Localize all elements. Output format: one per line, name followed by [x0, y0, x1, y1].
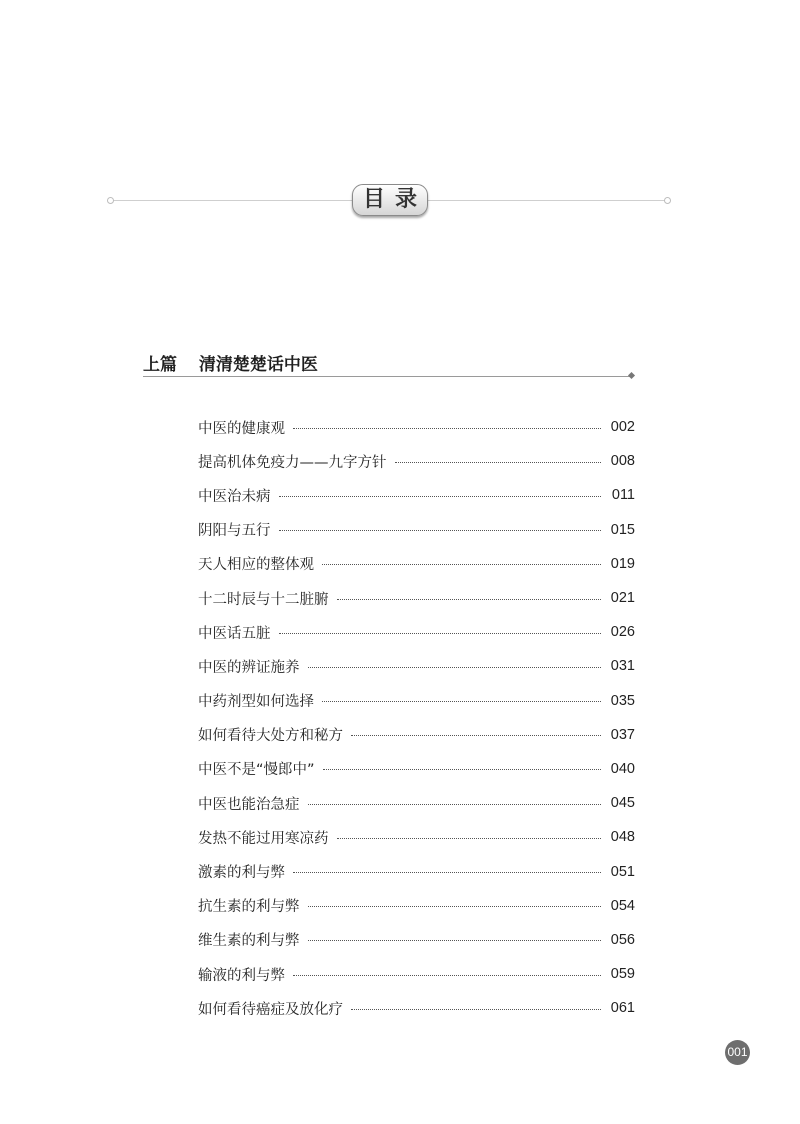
toc-entry-page: 056 [610, 931, 635, 948]
section-name: 清清楚楚话中医 [198, 355, 318, 375]
toc-entry-title: 如何看待大处方和秘方 [198, 728, 343, 745]
toc-entry-page: 054 [610, 897, 635, 914]
toc-entry[interactable] [198, 547, 635, 581]
dot-leader [322, 564, 601, 565]
toc-entry[interactable] [198, 718, 635, 752]
toc-entry-title: 提高机体免疫力——九字方针 [198, 454, 387, 471]
toc-entry-page: 021 [610, 590, 635, 607]
title-rule-right-dot [664, 197, 671, 204]
toc-entry-page: 045 [610, 795, 635, 812]
toc-list [198, 410, 635, 1025]
toc-entry-page: 040 [610, 760, 635, 777]
dot-leader [351, 1009, 601, 1010]
dot-leader [293, 872, 601, 873]
title-rule-left-dot [107, 197, 114, 204]
toc-entry[interactable] [198, 444, 635, 478]
toc-entry[interactable] [198, 786, 635, 820]
toc-entry-page: 015 [610, 521, 635, 538]
toc-entry-title: 中医的辨证施养 [198, 659, 300, 676]
toc-entry-title: 维生素的利与弊 [198, 933, 300, 950]
dot-leader [293, 428, 601, 429]
dot-leader [308, 667, 602, 668]
dot-leader [308, 906, 602, 907]
toc-entry[interactable] [198, 649, 635, 683]
dot-leader [395, 462, 602, 463]
toc-entry[interactable] [198, 820, 635, 854]
toc-entry-title: 如何看待癌症及放化疗 [198, 1001, 343, 1018]
dot-leader [308, 804, 602, 805]
section-heading [143, 350, 318, 375]
toc-entry[interactable] [198, 513, 635, 547]
toc-entry-title: 中医也能治急症 [198, 796, 300, 813]
toc-entry-title: 阴阳与五行 [198, 523, 271, 540]
dot-leader [322, 701, 601, 702]
page-number: 001 [725, 1040, 750, 1065]
dot-leader [279, 530, 602, 531]
dot-leader [279, 633, 602, 634]
title-rule-right [427, 200, 667, 201]
dot-leader [323, 769, 601, 770]
toc-entry-page: 019 [610, 555, 635, 572]
toc-entry-page: 048 [610, 829, 635, 846]
toc-entry-title: 中医话五脏 [198, 625, 271, 642]
toc-entry-page: 051 [610, 863, 635, 880]
toc-entry-title: 中药剂型如何选择 [198, 694, 314, 711]
toc-entry-title: 中医的健康观 [198, 420, 285, 437]
toc-entry-title: 中医治未病 [198, 488, 271, 505]
dot-leader [293, 975, 601, 976]
toc-entry-page: 026 [610, 624, 635, 641]
toc-entry[interactable] [198, 854, 635, 888]
dot-leader [351, 735, 601, 736]
toc-entry-page: 011 [611, 487, 635, 504]
dot-leader [279, 496, 602, 497]
toc-entry[interactable] [198, 752, 635, 786]
toc-entry[interactable] [198, 478, 635, 512]
toc-entry-title: 抗生素的利与弊 [198, 899, 300, 916]
toc-entry-title: 天人相应的整体观 [198, 557, 314, 574]
section-rule [143, 376, 630, 377]
section-part-label: 上篇 [143, 355, 177, 375]
toc-entry[interactable] [198, 889, 635, 923]
toc-entry-page: 008 [610, 453, 635, 470]
diamond-icon [628, 372, 635, 379]
toc-entry-page: 002 [610, 419, 635, 436]
toc-entry-page: 061 [610, 1000, 635, 1017]
toc-entry[interactable] [198, 581, 635, 615]
toc-entry[interactable] [198, 923, 635, 957]
dot-leader [337, 599, 602, 600]
toc-entry-page: 037 [610, 726, 635, 743]
toc-entry[interactable] [198, 684, 635, 718]
toc-entry[interactable] [198, 410, 635, 444]
toc-entry-title: 十二时辰与十二脏腑 [198, 591, 329, 608]
page-title: 目录 [352, 184, 428, 216]
toc-entry-title: 输液的利与弊 [198, 967, 285, 984]
toc-entry-page: 031 [610, 658, 635, 675]
title-rule-left [110, 200, 355, 201]
toc-entry-page: 059 [610, 966, 635, 983]
toc-entry[interactable] [198, 615, 635, 649]
toc-entry-title: 中医不是“慢郎中” [198, 762, 315, 779]
toc-entry-title: 激素的利与弊 [198, 865, 285, 882]
toc-entry[interactable] [198, 957, 635, 991]
toc-entry-title: 发热不能过用寒凉药 [198, 830, 329, 847]
toc-entry-page: 035 [610, 692, 635, 709]
dot-leader [337, 838, 602, 839]
toc-entry[interactable] [198, 991, 635, 1025]
dot-leader [308, 940, 602, 941]
